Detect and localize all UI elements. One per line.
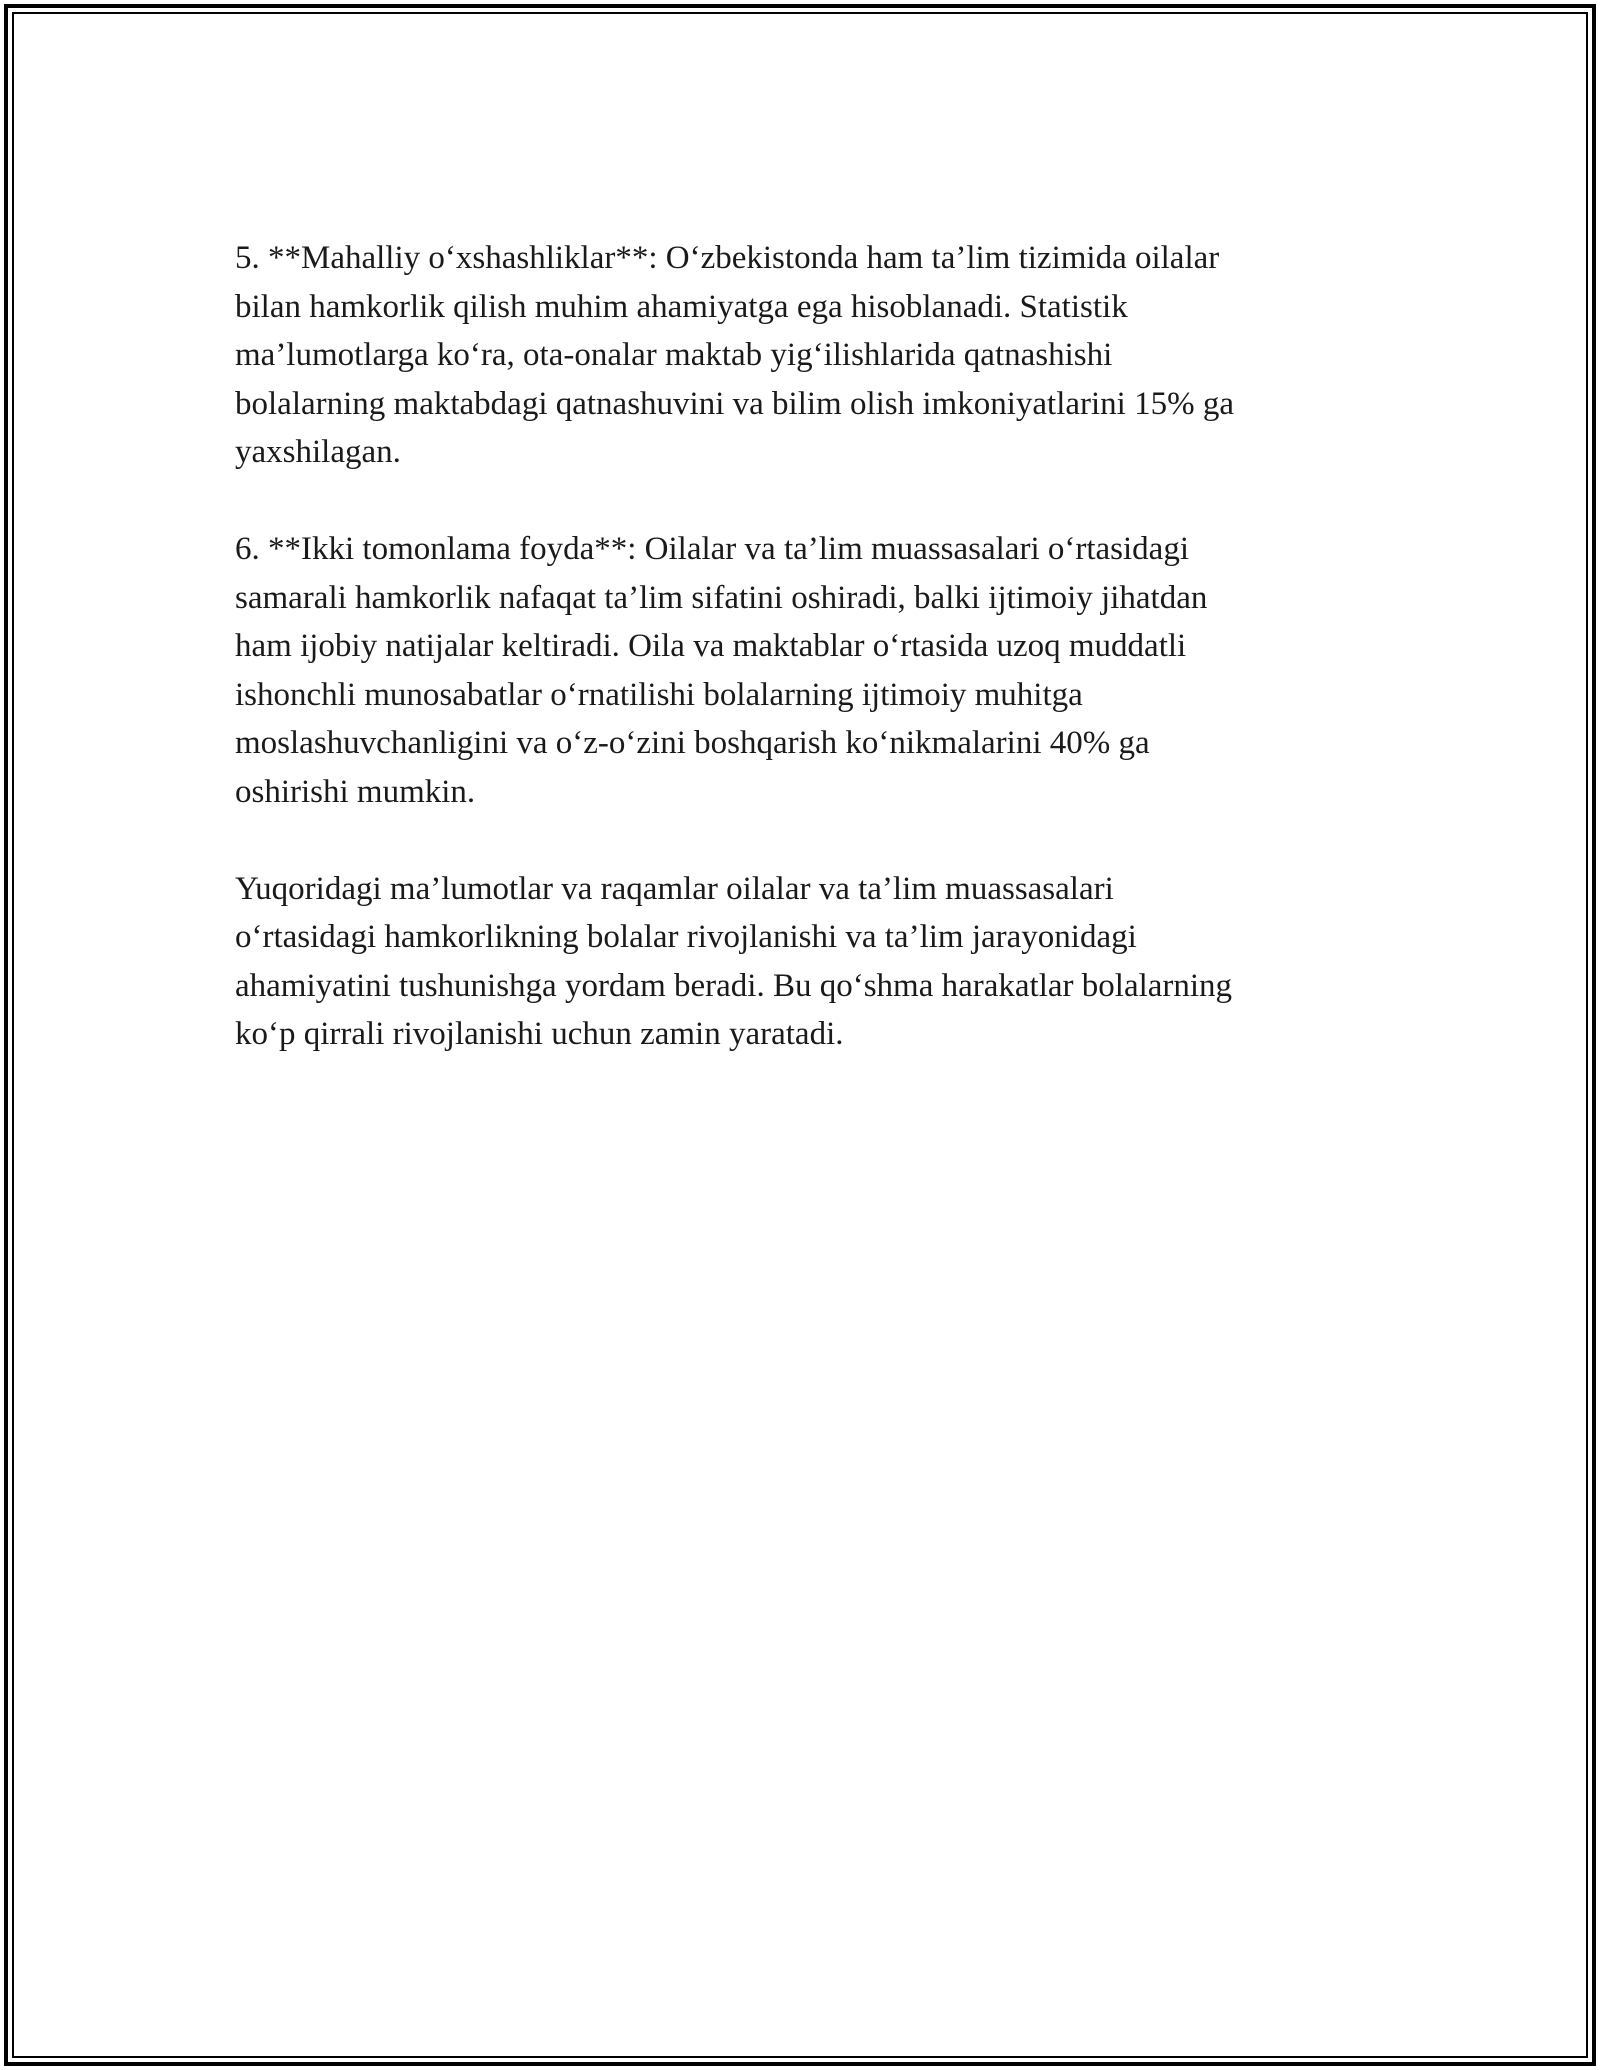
text-line: samarali hamkorlik nafaqat ta’lim sifatini oshiradi, balki ijtimoiy jihatdan — [235, 579, 1208, 616]
text-line: moslashuvchanligini va o‘z-o‘zini boshqarish ko‘nikmalarini 40% ga — [235, 725, 1150, 761]
text-line: 6. **Ikki tomonlama foyda**: Oilalar va ta’lim muassasalari o‘rtasidagi — [235, 531, 1189, 567]
text-line: ma’lumotlarga ko‘ra, ota-onalar maktab yig‘ilishlarida qatnashishi — [235, 337, 1113, 373]
text-line: Yuqoridagi ma’lumotlar va raqamlar oilalar va ta’lim muassasalari — [235, 870, 1114, 907]
paragraph-local-similarities — [235, 234, 1365, 477]
text-line: 5. **Mahalliy o‘xshashliklar**: O‘zbekistonda ham ta’lim tizimida oilalar — [235, 240, 1220, 276]
paragraph-mutual-benefit — [235, 525, 1365, 816]
text-line: ko‘p qirrali rivojlanishi uchun zamin yaratadi. — [235, 1016, 844, 1052]
text-line: bilan hamkorlik qilish muhim ahamiyatga ega hisoblanadi. Statistik — [235, 288, 1128, 325]
text-line: ham ijobiy natijalar keltiradi. Oila va maktablar o‘rtasida uzoq muddatli — [235, 628, 1187, 664]
text-line: ahamiyatini tushunishga yordam beradi. Bu qo‘shma harakatlar bolalarning — [235, 967, 1233, 1004]
text-line: bolalarning maktabdagi qatnashuvini va bilim olish imkoniyatlarini 15% ga — [235, 385, 1234, 422]
text-line: oshirishi mumkin. — [235, 773, 476, 810]
text-line: o‘rtasidagi hamkorlikning bolalar rivojlanishi va ta’lim jarayonidagi — [235, 919, 1137, 955]
document-body — [235, 234, 1365, 1107]
text-line: yaxshilagan. — [235, 434, 401, 470]
paragraph-conclusion — [235, 865, 1365, 1059]
text-line: ishonchli munosabatlar o‘rnatilishi bolalarning ijtimoiy muhitga — [235, 676, 1083, 713]
